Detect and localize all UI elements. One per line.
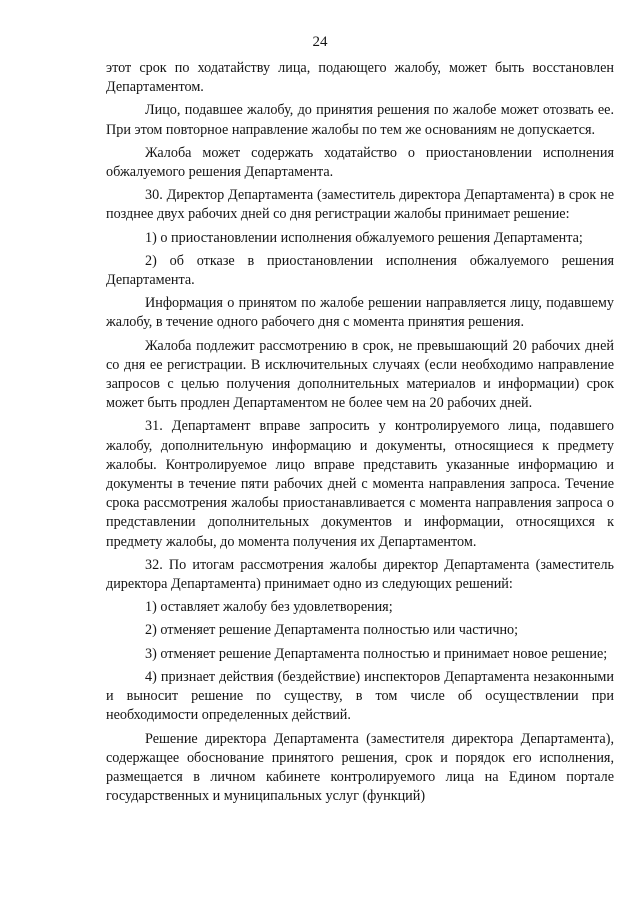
paragraph-review-period: Жалоба подлежит рассмотрению в срок, не превышающий 20 рабочих дней со дня ее регистрации. В исключительных случаях (если необходимо направление запросов с целью получения дополнительных материалов и информации) срок может быть продлен Департаментом не более чем на 20 рабочих дней. [106, 337, 614, 412]
list-item-32-2: 2) отменяет решение Департамента полностью или частично; [145, 622, 519, 639]
list-item-32-3: 3) отменяет решение Департамента полностью и принимает новое решение; [145, 645, 608, 662]
paragraph-deadline-restore: этот срок по ходатайству лица, подающего жалобу, может быть восстановлен Департаментом. [106, 60, 614, 96]
list-item-32-4: 4) признает действия (бездействие) инспекторов Департамента незаконными и выносит решение по существу, в том числе об осуществлении при необходимости определенных действий. [106, 668, 614, 724]
list-item-30-1: 1) о приостановлении исполнения обжалуемого решения Департамента; [145, 229, 583, 246]
page-number: 24 [312, 34, 328, 50]
paragraph-item-32: 32. По итогам рассмотрения жалобы директор Департамента (заместитель директора Департамента) принимает одно из следующих решений: [106, 556, 614, 593]
paragraph-item-31: 31. Департамент вправе запросить у контролируемого лица, подавшего жалобу, дополнительную информацию и документы, относящиеся к предмету жалобы. Контролируемое лицо вправе представить указанные информацию и документы в течение пяти рабочих дней с момента направления запроса. Течение срока рассмотрения жалобы приостанавливается с момента направления запроса о представлении дополнительных документов и информации, относящихся к предмету жалобы, до момента получения их Департаментом. [106, 418, 614, 550]
paragraph-decision-notice: Информация о принятом по жалобе решении направляется лицу, подавшему жалобу, в течение одного рабочего дня с момента принятия решения. [106, 295, 614, 331]
document-body [106, 59, 614, 806]
paragraph-item-30: 30. Директор Департамента (заместитель директора Департамента) в срок не позднее двух рабочих дней со дня регистрации жалобы принимает решение: [106, 187, 614, 223]
paragraph-suspension-request: Жалоба может содержать ходатайство о приостановлении исполнения обжалуемого решения Департамента. [106, 144, 614, 181]
paragraph-decision-publication: Решение директора Департамента (заместителя директора Департамента), содержащее обоснование принятого решения, срок и порядок его исполнения, размещается в личном кабинете контролируемого лица на Едином портале государственных и муниципальных услуг (функций) [106, 730, 614, 805]
list-item-32-1: 1) оставляет жалобу без удовлетворения; [145, 599, 393, 616]
paragraph-withdraw-complaint: Лицо, подавшее жалобу, до принятия решения по жалобе может отозвать ее. При этом повторное направление жалобы по тем же основаниям не допускается. [106, 102, 614, 138]
list-item-30-2: 2) об отказе в приостановлении исполнения обжалуемого решения Департамента. [106, 252, 614, 289]
